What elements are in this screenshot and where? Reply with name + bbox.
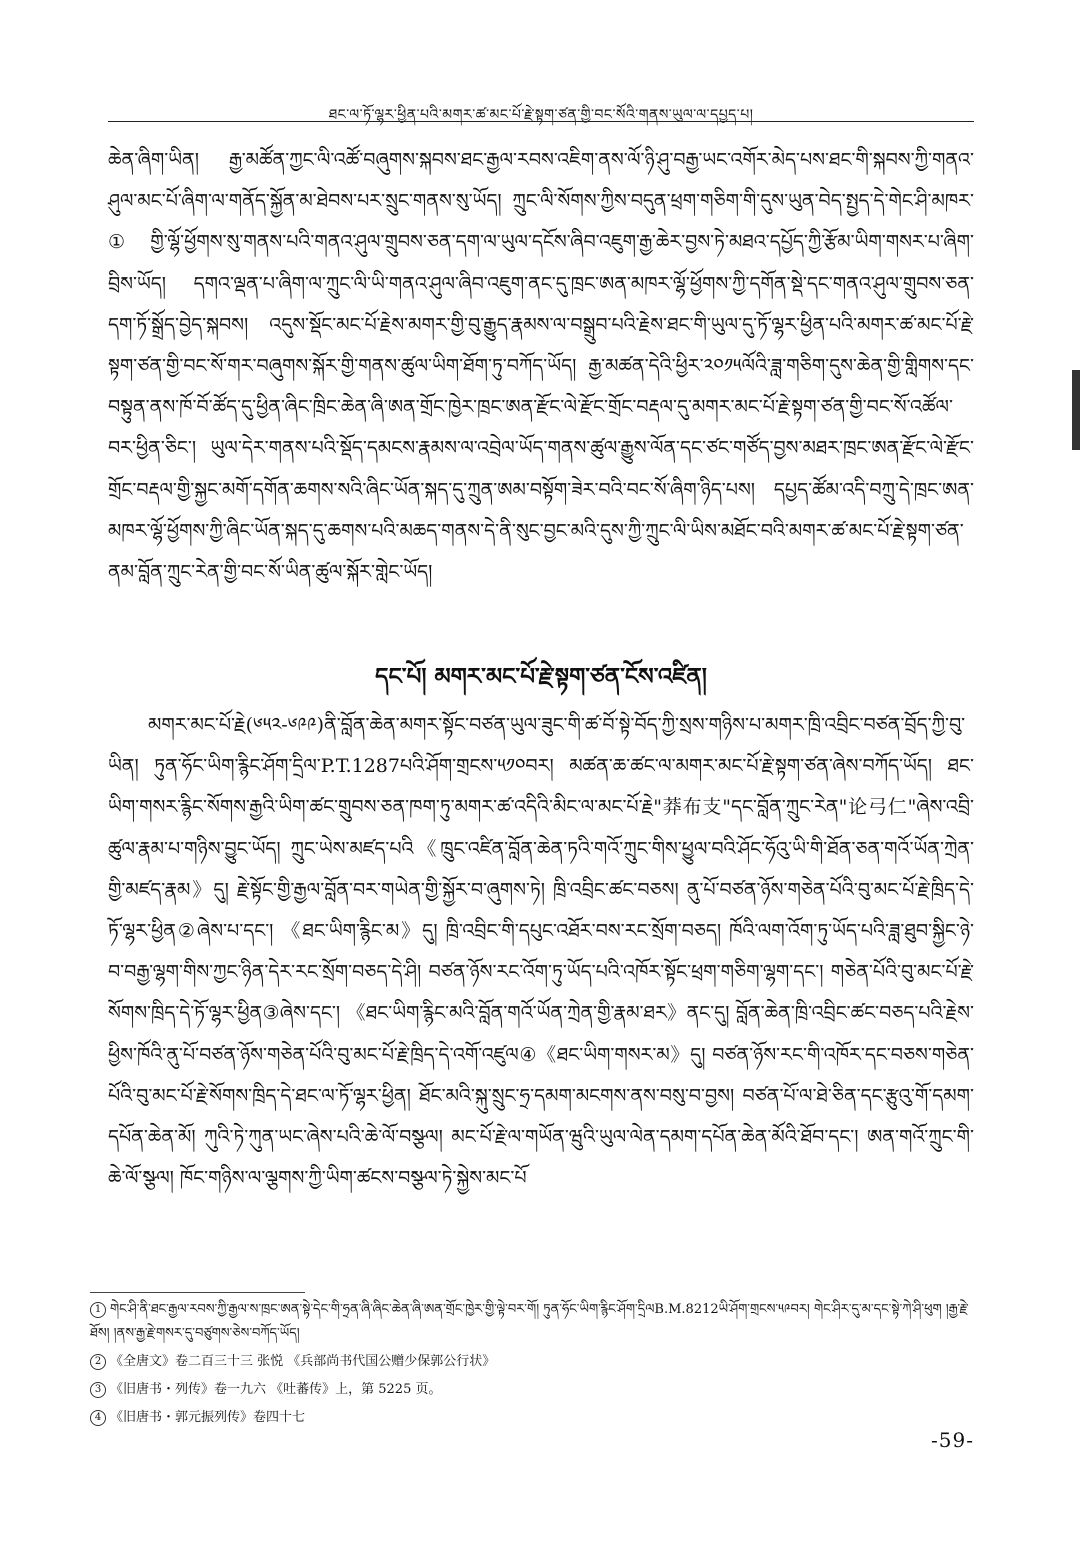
footnote-number: 1 [90, 1302, 106, 1318]
footnote-4 [90, 1406, 974, 1430]
footnote-number: 3 [90, 1382, 106, 1398]
footnote-3 [90, 1378, 974, 1402]
page-edge-tab [1072, 370, 1080, 450]
intro-paragraph: ཆེན་ཞིག་ཡིན། རྒྱ་མཚོན་ཀྱང་ལི་འཚོ་བཞུགས་སྐབས་ཐང་རྒྱལ་རབས་འཇིག་ནས་ལོ་ཉི་ཤུ་བརྒྱ་ཡང་འགོར་མེད་པས་ཐང་གི་སྐབས་ཀྱི་གནའ་ཤུལ་མང་པོ་ཞིག་ལ་གནོད་སྐྱོན་མ་ཐེབས་པར་སྲུང་གནས་སུ་ཡོད། ཀྲུང་ལི་སོགས་ཀྱིས་བདུན་ཕྲག་གཅིག་གི་དུས་ཡུན་བེད་སྤྱད་དེ་གེང་ཤི་མཁར་①གྱི་ལྷོ་ཕྱོགས་སུ་གནས་པའི་གནའ་ཤུལ་གྲུབས་ཅན་དག་ལ་ཡུལ་དངོས་ཞིབ་འཇུག་རྒྱ་ཆེར་བྱས་ཏེ་མཐའ་དཔྱོད་ཀྱི་རྩོམ་ཡིག་གསར་པ་ཞིག་བྲིས་ཡོད། དགའ་ལྡན་པ་ཞིག་ལ་ཀྲུང་ལི་ཡི་གནའ་ཤུལ་ཞིབ་འཇུག་ནང་དུ་ཁྲང་ཨན་མཁར་ལྷོ་ཕྱོགས་ཀྱི་དགོན་སྡེ་དང་གནའ་ཤུལ་གྲུབས་ཅན་དག་ཏོ་སྒྲོད་བྱེད་སྐབས། འདུས་སྡོང་མང་པོ་རྗེས་མགར་གྱི་བུ་རྒྱུད་རྣམས་ལ་བསྒྲུབ་པའི་རྗེས་ཐང་གི་ཡུལ་དུ་ཏོ་ལྷར་ཕྱིན་པའི་མགར་ཚ་མང་པོ་རྗེ་སྟག་ཙན་གྱི་བང་སོ་གར་བཞུགས་སྐོར་གྱི་གནས་ཚུལ་ཡིག་ཐོག་ཏུ་བཀོད་ཡོད། རྒྱ་མཚན་དེའི་ཕྱིར་༢༠༡༥ལོའི་ཟླ་གཅིག་དུས་ཆེན་གྱི་གླིགས་དང་བསྟུན་ནས་ཁོ་བོ་ཚོད་དུ་ཕྱིན་ཞིང་ཁྲིང་ཆེན་ཞི་ཨན་གྲོང་ཁྱེར་ཁྲང་ཨན་རྫོང་ལེ་རྫོང་གྲོང་བརྡལ་དུ་མགར་མང་པོ་རྗེ་སྟག་ཙན་གྱི་བང་སོ་འཚོལ་བར་ཕྱིན་ཅིང་། ཡུལ་དེར་གནས་པའི་སྡོད་དམངས་རྣམས་ལ་འབྲེལ་ཡོད་གནས་ཚུལ་རྒྱུས་ལོན་དང་ཙང་གཙོད་བྱས་མཐར་ཁྲང་ཨན་རྫོང་ལེ་རྫོང་གྲོང་བརྡལ་གྱི་སྐྱང་མགོ་དགོན་ཆགས་སའི་ཞིང་ཡོན་སྐད་དུ་ཀྲུན་ཨམ་བསྟོག་ཟེར་བའི་བང་སོ་ཞིག་ཉིད་པས། དཔྱད་ཚོམ་འདི་བཀྲུ་དེ་ཁྲང་ཨན་མཁར་ལྷོ་ཕྱོགས་ཀྱི་ཞིང་ཡོན་སྐད་དུ་ཆགས་པའི་མཆད་གནས་དེ་ནི་སུང་བྱང་མའི་དུས་ཀྱི་ཀྲུང་ལི་ཡིས་མཐོང་བའི་མགར་ཚ་མང་པོ་རྗེ་སྟག་ཙན་ནམ་བློན་ཀྲུང་རེན་གྱི་བང་སོ་ཡིན་ཚུལ་སྐོར་གླེང་ཡོད། [108, 149, 974, 584]
footnote-text: 《旧唐书・列传》卷一九六 《吐蕃传》上，第 5225 页。 [110, 1382, 442, 1397]
header-rule [108, 121, 974, 122]
footnote-rule [90, 1292, 305, 1293]
section-heading: དང་པོ། མགར་མང་པོ་རྗེ་སྟག་ཙན་ངོས་འཛིན། [375, 663, 707, 690]
page-number: -59- [931, 1428, 974, 1452]
footnote-2 [90, 1350, 974, 1374]
footnote-number: 4 [90, 1410, 106, 1426]
footnote-text: 《旧唐书・郭元振列传》卷四十七 [110, 1410, 306, 1425]
section-block [108, 705, 974, 1199]
section-paragraph: མགར་མང་པོ་རྗེ(༦༥༢-༦༩༩)ནི་བློན་ཆེན་མགར་སྟོང་བཙན་ཡུལ་ཟུང་གི་ཚ་བོ་སྟེ་བོད་ཀྱི་སྲས་གཉིས་པ་མགར་ཁྲི་འབྲིང་བཙན་བྲོད་ཀྱི་བུ་ཡིན། ཏུན་ཧོང་ཡིག་རྙིང་ཤོག་དྲིལ་P.T.1287པའི་ཤོག་གྲངས་༥༡༠བར། མཚན་ཆ་ཚང་ལ་མགར་མང་པོ་རྗེ་སྟག་ཙན་ཞེས་བཀོད་ཡོད། ཐང་ཡིག་གསར་རྙིང་སོགས་རྒྱའི་ཡིག་ཚང་གྲུབས་ཅན་ཁག་ཏུ་མགར་ཚ་འདིའི་མིང་ལ་མང་པོ་རྗེ"莽布支"དང་བློན་ཀྲུང་རེན"论弓仁"ཞེས་འབྲི་ཚུལ་རྣམ་པ་གཉིས་བྱུང་ཡོད། ཀྲུང་ཡེས་མཛད་པའི《ཁྲུང་འཛིན་བློན་ཆེན་ཏའི་གའོ་ཀྲུང་གིས་ཕྱུལ་བའི་ཤོང་ཧོའུ་ཡི་གི་ཐོན་ཅན་གའོ་ཡོན་ཀྲེན་གྱི་མཛད་རྣམ》དུ། རྗེ་སྟོང་གྱི་རྒྱལ་བློན་བར་གཡེན་གྱི་སྐྱོར་བ་ཞུགས་ཏེ། ཁྲི་འབྲིང་ཚང་བཅས། ནུ་པོ་བཙན་ཉོས་གཅེན་པོའི་བུ་མང་པོ་རྗེ་ཁྲིད་དེ་ཏོ་ལྷར་ཕྱིན②ཞེས་པ་དང་། 《ཐང་ཡིག་རྙིང་མ》དུ། ཁྲི་འབྲིང་གི་དཔུང་འཐོར་བས་རང་སྲོག་བཅད། ཁོའི་ལག་འོག་ཏུ་ཡོད་པའི་ཟླ་ཐུབ་སྐྱིང་ཉེ་བ་བརྒྱ་ལྷག་གིས་ཀྱང་ཉིན་དེར་རང་སྲོག་བཅད་དེ་ཤི། བཙན་ཉོས་རང་འོག་ཏུ་ཡོད་པའི་འཁོར་སྟོང་ཕྲག་གཅིག་ལྷག་དང་། གཅེན་པོའི་བུ་མང་པོ་རྗེ་སོགས་ཁྲིད་དེ་ཏོ་ལྷར་ཕྱིན③ཞེས་དང་། 《ཐང་ཡིག་རྙིང་མའི་བློན་གའོ་ཡོན་ཀྲེན་གྱི་རྣམ་ཐར》ནང་དུ། བློན་ཆེན་ཁྲི་འབྲིང་ཚང་བཅད་པའི་རྗེས་ཕྱིས་ཁོའི་ནུ་པོ་བཙན་ཉོས་གཅེན་པོའི་བུ་མང་པོ་རྗེ་ཁྲིད་དེ་འགོ་འཛུལ④《ཐང་ཡིག་གསར་མ》དུ། བཙན་ཉོས་རང་གི་འཁོར་དང་བཅས་གཅེན་པོའི་བུ་མང་པོ་རྗེ་སོགས་ཁྲིད་དེ་ཐང་ལ་ཏོ་ལྷར་ཕྱིན། ཐོང་མའི་སྐུ་སྲུང་ཧྲ་དམག་མངགས་ནས་བསུ་བ་བྱས། བཙན་པོ་ལ་ཐེ་ཅིན་དང་རྩུའུ་གོ་དམག་དཔོན་ཆེན་མོ། ཀུའི་ཏེ་ཀུན་ཡང་ཞེས་པའི་ཆེ་ལོ་བསྩལ། མང་པོ་རྗེ་ལ་གཡོན་ཝུའི་ཡུལ་ལེན་དམག་དཔོན་ཆེན་མོའི་ཐོབ་དང་། ཨན་གའོ་ཀྲུང་གི་ཆེ་ལོ་སྩལ། ཁོང་གཉིས་ལ་ལྕགས་ཀྱི་ཡིག་ཚངས་བསྩལ་ཏེ་སྐྱེས་མང་པོ [108, 714, 974, 1190]
footnotes [90, 1298, 974, 1434]
intro-block [108, 140, 974, 593]
footnote-number: 2 [90, 1354, 106, 1370]
footnote-text: གེང་ཤི་ནི་ཐང་རྒྱལ་རབས་ཀྱི་རྒྱལ་ས་ཁྲང་ཨན་སྟེ་དེང་གི་ཧྲན་ཞི་ཞིང་ཆེན་ཞི་ཨན་གྲོང་ཁྱེར་གྱི་ལྟེ་བར་གོ། ཏུན་ཧོང་ཡིག་རྙིང་ཤོག་དྲིལB.M.8212ཡི་ཤོག་གྲངས་༥༩བར། གེང་ཤིར་དུ་མ་དང་སྟེ་ཀེ་ཤི་ཕུག །རྒྱ་རྗེ་ཐོས། །ནས་རྒྱ་རྗེ་གསར་དུ་བཙུགས་ཅེས་བཀོད་ཡོད། [90, 1302, 969, 1341]
footnote-text: 《全唐文》卷二百三十三 张悦 《兵部尚书代国公赠少保郭公行状》 [110, 1354, 496, 1369]
footnote-1 [90, 1298, 974, 1346]
running-header: ཐང་ལ་ཏོ་ལྷར་ཕྱིན་པའི་མགར་ཚ་མང་པོ་རྗེ་སྟག་ཙན་གྱི་བང་སོའི་གནས་ཡུལ་ལ་དཔྱད་པ། [328, 107, 754, 123]
